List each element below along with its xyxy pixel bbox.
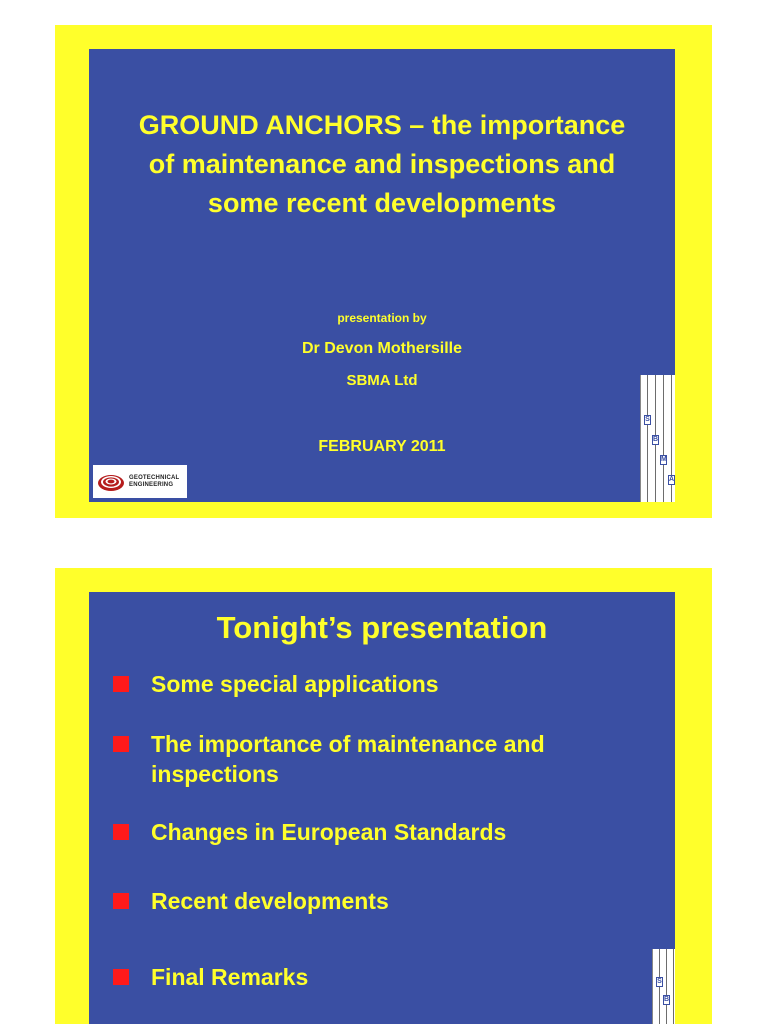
red-square-bullet-icon — [113, 824, 129, 840]
bullet-text: Recent developments — [151, 888, 389, 914]
slide-1-frame — [55, 25, 712, 518]
bullet-text: Some special applications — [151, 671, 439, 697]
presented-by-label: presentation by — [337, 311, 427, 325]
sbma-logo-letter: S — [657, 978, 662, 985]
sbma-logo-letter: B — [664, 996, 670, 1003]
bullet-text: The importance of maintenance and inspections — [151, 731, 545, 787]
red-square-bullet-icon — [113, 893, 129, 909]
sbma-logo-letter: S — [645, 416, 650, 423]
sbma-logo-line — [666, 949, 667, 1024]
sbma-logo-line — [647, 375, 648, 502]
geo-logo-text — [129, 475, 179, 489]
red-square-bullet-icon — [113, 676, 129, 692]
slide-1-title: GROUND ANCHORS – the importance of maintenance and inspections and some recent developments — [138, 110, 626, 218]
company-name: SBMA Ltd — [346, 372, 418, 389]
sbma-logo-letter: A — [669, 476, 675, 483]
bullet-item — [113, 962, 655, 992]
bullet-item — [113, 817, 655, 847]
geo-logo-line-2: ENGINEERING — [129, 481, 174, 488]
bullet-text: Changes in European Standards — [151, 819, 507, 845]
red-square-bullet-icon — [113, 736, 129, 752]
presentation-date: FEBRUARY 2011 — [318, 438, 446, 455]
red-square-bullet-icon — [113, 969, 129, 985]
sbma-logo — [640, 375, 675, 502]
bullet-item — [113, 729, 655, 789]
geotechnical-engineering-logo — [93, 465, 187, 498]
sbma-logo-letter: B — [653, 436, 659, 443]
bullet-item — [113, 669, 655, 699]
slide-1 — [89, 49, 675, 502]
slide-2-frame — [55, 568, 712, 1024]
bullet-item — [113, 886, 655, 916]
author-name: Dr Devon Mothersille — [301, 340, 463, 357]
geo-logo-icon — [97, 471, 125, 493]
sbma-logo-line — [663, 375, 664, 502]
bullet-text: Final Remarks — [151, 964, 309, 990]
sbma-logo-letter: M — [661, 456, 667, 463]
slide-2-title: Tonight’s presentation — [216, 610, 548, 645]
slide-2 — [89, 592, 675, 1024]
sbma-logo-line — [673, 949, 674, 1024]
geo-logo-line-1: GEOTECHNICAL — [129, 474, 180, 481]
sbma-logo — [652, 949, 675, 1024]
